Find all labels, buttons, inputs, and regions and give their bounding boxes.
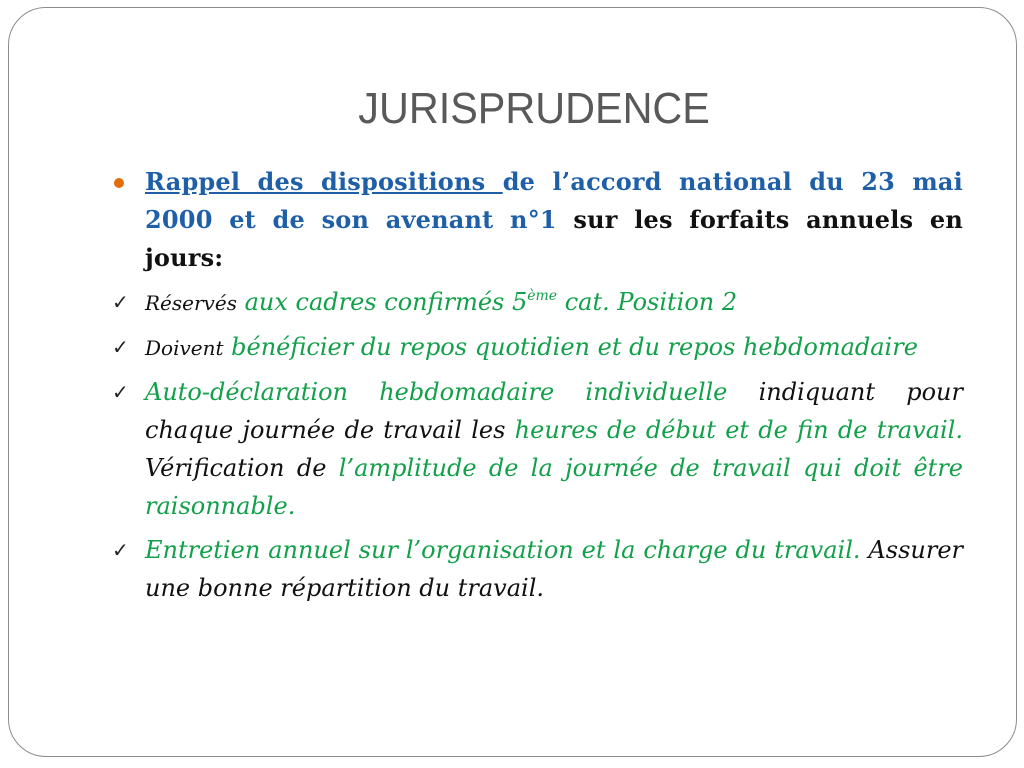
item-segment: aux cadres confirmés 5 <box>236 288 528 316</box>
item-segment: l’amplitude de la journée de travail qui doit être raisonnable. <box>145 454 963 520</box>
item-segment: Entretien annuel sur l’organisation et la charge du travail. <box>145 536 861 564</box>
check-mark-icon: ✓ <box>112 538 129 562</box>
list-item-auto-declaration <box>112 373 963 525</box>
slide-title: JURISPRUDENCE <box>358 84 710 133</box>
list-item-entretien <box>112 531 963 607</box>
check-mark-icon: ✓ <box>112 290 129 314</box>
item-segment: cat. Position 2 <box>557 288 738 316</box>
bullet-icon <box>114 178 124 188</box>
check-mark-icon: ✓ <box>112 335 129 359</box>
slide-content <box>112 163 963 607</box>
item-superscript: ème <box>527 288 558 304</box>
item-segment: Doivent <box>145 336 224 360</box>
item-segment: sur les forfaits annuels en jours: <box>145 205 963 272</box>
item-segment: Réservés <box>145 291 237 315</box>
list-item-doivent <box>112 328 963 367</box>
item-segment: bénéficier du repos quotidien et du repos hebdomadaire <box>223 333 918 361</box>
item-segment: Rappel des dispositions <box>145 167 503 196</box>
item-segment: Vérification de <box>145 454 327 482</box>
item-segment: indiquant pour chaque journée de travail les <box>145 378 963 444</box>
item-segment: Auto-déclaration hebdomadaire individuelle <box>145 378 728 406</box>
check-mark-icon: ✓ <box>112 380 129 404</box>
item-segment: heures de début et de fin de travail. <box>505 416 963 444</box>
list-item-rappel <box>112 163 963 277</box>
list-item-reserves <box>112 283 963 322</box>
item-segment: Assurer une bonne répartition du travail. <box>145 536 964 602</box>
item-segment: de l’accord national du 23 mai 2000 et de son avenant n°1 <box>145 167 963 234</box>
